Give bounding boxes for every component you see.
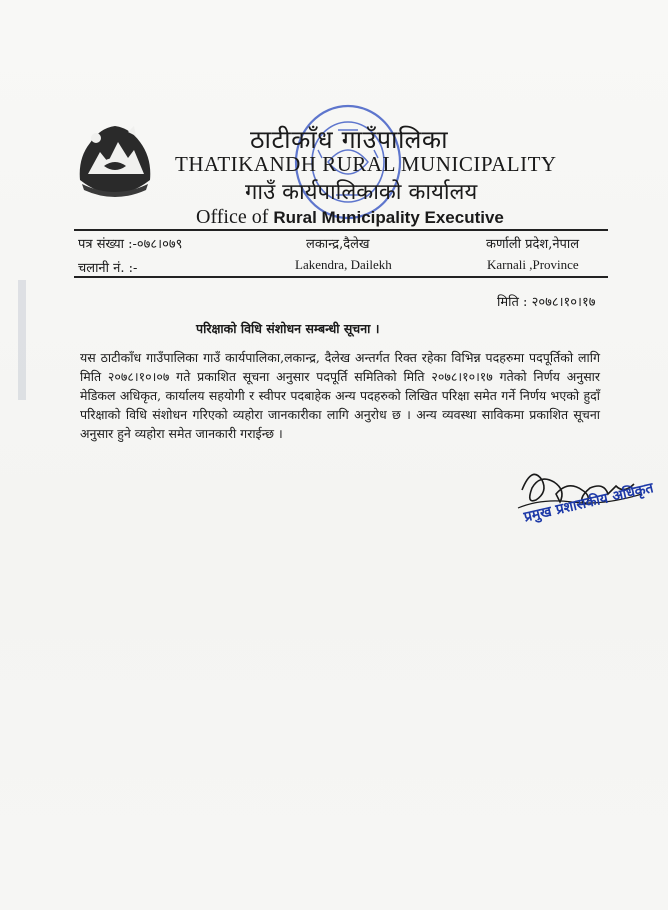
municipality-emblem-icon <box>70 118 160 200</box>
municipality-name-nepali: ठाटीकाँध गाउँपालिका <box>250 125 449 154</box>
header-bottom-divider <box>74 276 608 278</box>
location-nepali: लकान्द्र,दैलेख <box>306 237 370 252</box>
office-name-nepali: गाउँ कार्यपालिकाको कार्यालय <box>245 180 478 205</box>
header-top-divider <box>74 229 608 231</box>
dispatch-number: चलानी नं. :- <box>78 261 138 276</box>
province-english: Karnali ,Province <box>487 257 579 272</box>
office-name-english: Office of Rural Municipality Executive <box>196 206 504 228</box>
location-english: Lakendra, Dailekh <box>295 257 392 272</box>
municipality-name-english: THATIKANDH RURAL MUNICIPALITY <box>175 152 557 176</box>
province-nepali: कर्णाली प्रदेश,नेपाल <box>486 237 580 252</box>
notice-body: यस ठाटीकाँध गाउँपालिका गाउँ कार्यपालिका,लकान्द्र, दैलेख अन्तर्गत रिक्त रहेका विभिन्न पदहरुमा पदपूर्तिको लागि मिति २०७८।१०।०७ गते प्रकाशित सूचना अनुसार पदपूर्ति समितिको मिति २०७८।१०।१७ गतेको निर्णय अनुसार मेडिकल अधिकृत, कार्यालय सहयोगी र स्वीपर पदबाहेक अन्य पदहरुको लिखित परिक्षा समेत गर्ने निर्णय भएको हुदाँ परिक्षाको विधि संशोधन गरिएको व्यहोरा जानकारीका लागि अनुरोध छ । अन्य व्यवस्था साविकमा प्रकाशित सूचना अनुसार हुने व्यहोरा समेत जानकारी गराईन्छ । <box>80 350 600 441</box>
letter-date: मिति : २०७८।१०।१७ <box>497 295 596 310</box>
signatory-title: प्रमुख प्रशासकीय अधिकृत <box>522 480 655 526</box>
notice-subject: परिक्षाको विधि संशोधन सम्बन्धी सूचना । <box>196 321 380 336</box>
margin-smudge <box>14 280 36 400</box>
letter-number: पत्र संख्या :-०७८।०७९ <box>78 237 183 252</box>
